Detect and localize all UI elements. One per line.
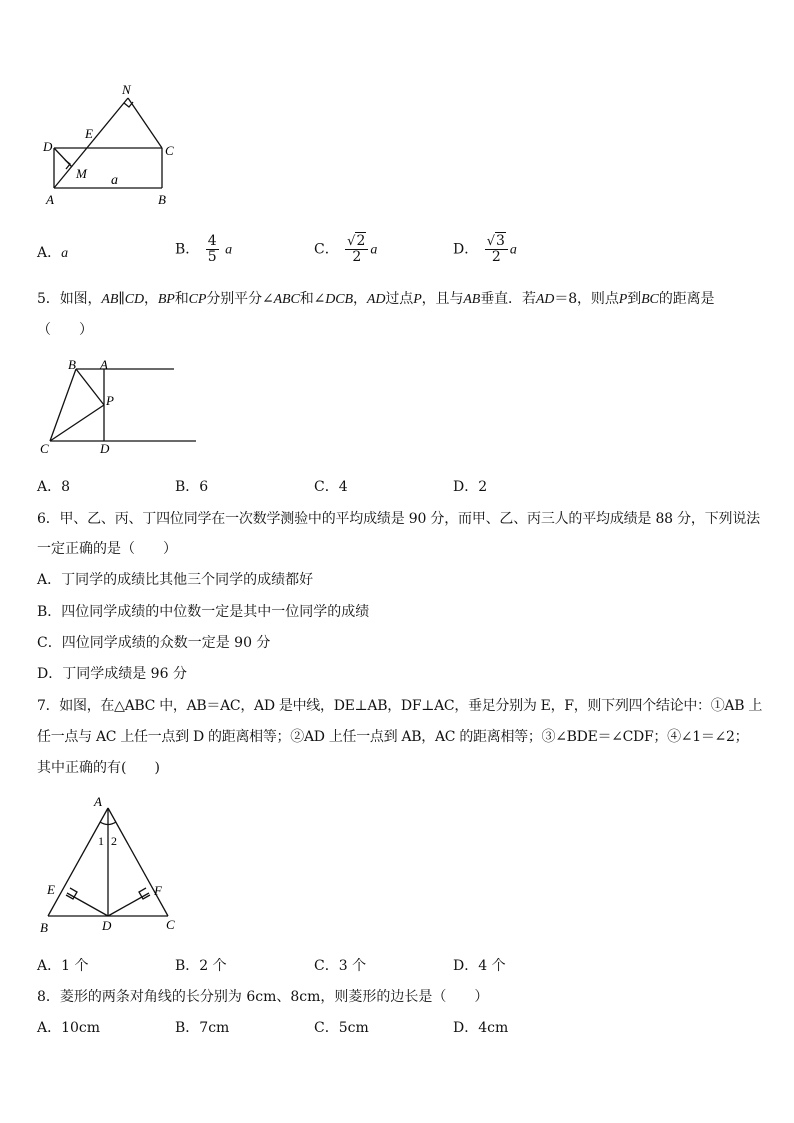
q7-option-c[interactable]: C．3 个 (314, 958, 367, 974)
fig7-label-1: 1 (98, 834, 104, 848)
q6-option-d[interactable]: D．丁同学成绩是 96 分 (37, 666, 187, 682)
fig4-right-angle-M (65, 160, 70, 169)
fig7-label-F: F (154, 883, 162, 898)
q7-stem-line3: 其中正确的有( ) (37, 760, 160, 776)
q4-option-b-numerator: 4 (207, 233, 217, 249)
fig4-label-M: M (76, 166, 87, 181)
fig4-label-C: C (165, 143, 174, 158)
fig4-label-B: B (158, 192, 166, 207)
q4-option-c-letter: C． (314, 241, 339, 258)
q6-stem-line1: 6．甲、乙、丙、丁四位同学在一次数学测验中的平均成绩是 90 分，而甲、乙、丙三人的平均成绩是 88 分，下列说法 (37, 511, 760, 527)
q4-option-c-denominator: 2 (352, 249, 362, 265)
fig4-label-A: A (46, 192, 54, 207)
q5-option-a[interactable]: A．8 (37, 479, 71, 495)
q5-option-c[interactable]: C．4 (314, 479, 348, 495)
fig5-line-CP (50, 405, 104, 441)
fig4-label-D: D (43, 139, 53, 154)
q5-option-b[interactable]: B．6 (175, 479, 209, 495)
q8-option-b[interactable]: B．7cm (175, 1020, 230, 1036)
q6-option-c[interactable]: C．四位同学成绩的众数一定是 90 分 (37, 635, 271, 651)
q5-option-d[interactable]: D．2 (453, 479, 488, 495)
figure-q5 (38, 355, 203, 460)
q8-option-c[interactable]: C．5cm (314, 1020, 369, 1036)
figure-q4 (38, 78, 188, 208)
q5-stem-line1: 5．如图，AB∥CD，BP和CP分别平分∠ABC和∠DCB，AD过点P，且与AB垂直．若AD＝8，则点P到BC的距离是 (37, 291, 715, 307)
q6-option-b[interactable]: B．四位同学成绩的中位数一定是其中一位同学的成绩 (37, 604, 370, 620)
q8-option-a[interactable]: A．10cm (37, 1020, 101, 1036)
q5-stem-line2: （ ） (37, 322, 93, 338)
fig5-label-D: D (100, 441, 110, 456)
q4-option-c-var: a (370, 242, 378, 258)
q7-stem-line2: 任一点与 AC 上任一点到 D 的距离相等；②AD 上任一点到 AB，AC 的距离相等；③∠BDE＝∠CDF；④∠1＝∠2； (37, 729, 749, 745)
q4-option-c[interactable] (314, 234, 377, 265)
fig4-line-NC (128, 98, 162, 148)
fig4-right-angle-N (124, 102, 133, 107)
fig5-label-A: A (100, 357, 108, 372)
fig5-label-B: B (68, 357, 76, 372)
fig7-label-E: E (47, 882, 55, 897)
q7-option-b[interactable]: B．2 个 (175, 958, 227, 974)
q4-option-c-radicand: 2 (356, 233, 366, 249)
q4-option-a-letter: A． (37, 245, 62, 261)
q6-stem-line2: 一定正确的是（ ） (37, 541, 177, 557)
q4-option-b[interactable] (175, 234, 232, 265)
fig7-line-DF (108, 893, 149, 916)
q4-option-b-fraction (206, 234, 219, 265)
q4-option-c-radical: √2 (347, 233, 366, 249)
q4-option-d-radical: √3 (486, 233, 505, 249)
fig5-label-C: C (40, 441, 49, 456)
q4-option-d[interactable] (453, 234, 517, 265)
q8-stem-line1: 8．菱形的两条对角线的长分别为 6cm、8cm，则菱形的边长是（ ） (37, 989, 489, 1005)
fig7-label-2: 2 (111, 834, 117, 848)
q4-option-d-var: a (509, 242, 517, 258)
fig5-label-P: P (106, 393, 114, 408)
fig5-line-BP (76, 369, 104, 405)
q7-option-a[interactable]: A．1 个 (37, 958, 89, 974)
q4-option-b-letter: B． (175, 241, 200, 258)
q4-option-d-letter: D． (453, 241, 479, 258)
q4-option-d-fraction (485, 234, 508, 265)
fig4-label-E: E (85, 126, 93, 141)
q4-option-a[interactable] (37, 244, 68, 263)
q4-option-b-var: a (225, 242, 233, 258)
q4-option-a-var: a (61, 246, 69, 261)
fig7-label-D: D (102, 918, 112, 933)
fig7-label-A: A (94, 794, 102, 809)
q4-option-d-radicand: 3 (495, 233, 505, 249)
q6-option-a[interactable]: A．丁同学的成绩比其他三个同学的成绩都好 (37, 572, 314, 588)
fig7-label-C: C (166, 917, 175, 932)
q4-option-d-denominator: 2 (491, 249, 501, 265)
figure-q7 (38, 790, 188, 940)
q7-stem-line1: 7．如图，在△ABC 中，AB＝AC，AD 是中线，DE⊥AB，DF⊥AC，垂足分别为 E，F，则下列四个结论中：①AB 上 (37, 698, 763, 714)
fig5-line-BC (50, 369, 76, 441)
q4-option-c-fraction (345, 234, 368, 265)
fig4-label-N: N (122, 82, 131, 97)
q4-option-b-denominator: 5 (207, 249, 217, 265)
fig4-label-a: a (111, 173, 118, 188)
fig7-label-B: B (40, 920, 48, 935)
q7-option-d[interactable]: D．4 个 (453, 958, 506, 974)
q8-option-d[interactable]: D．4cm (453, 1020, 509, 1036)
fig7-line-DE (67, 893, 108, 916)
